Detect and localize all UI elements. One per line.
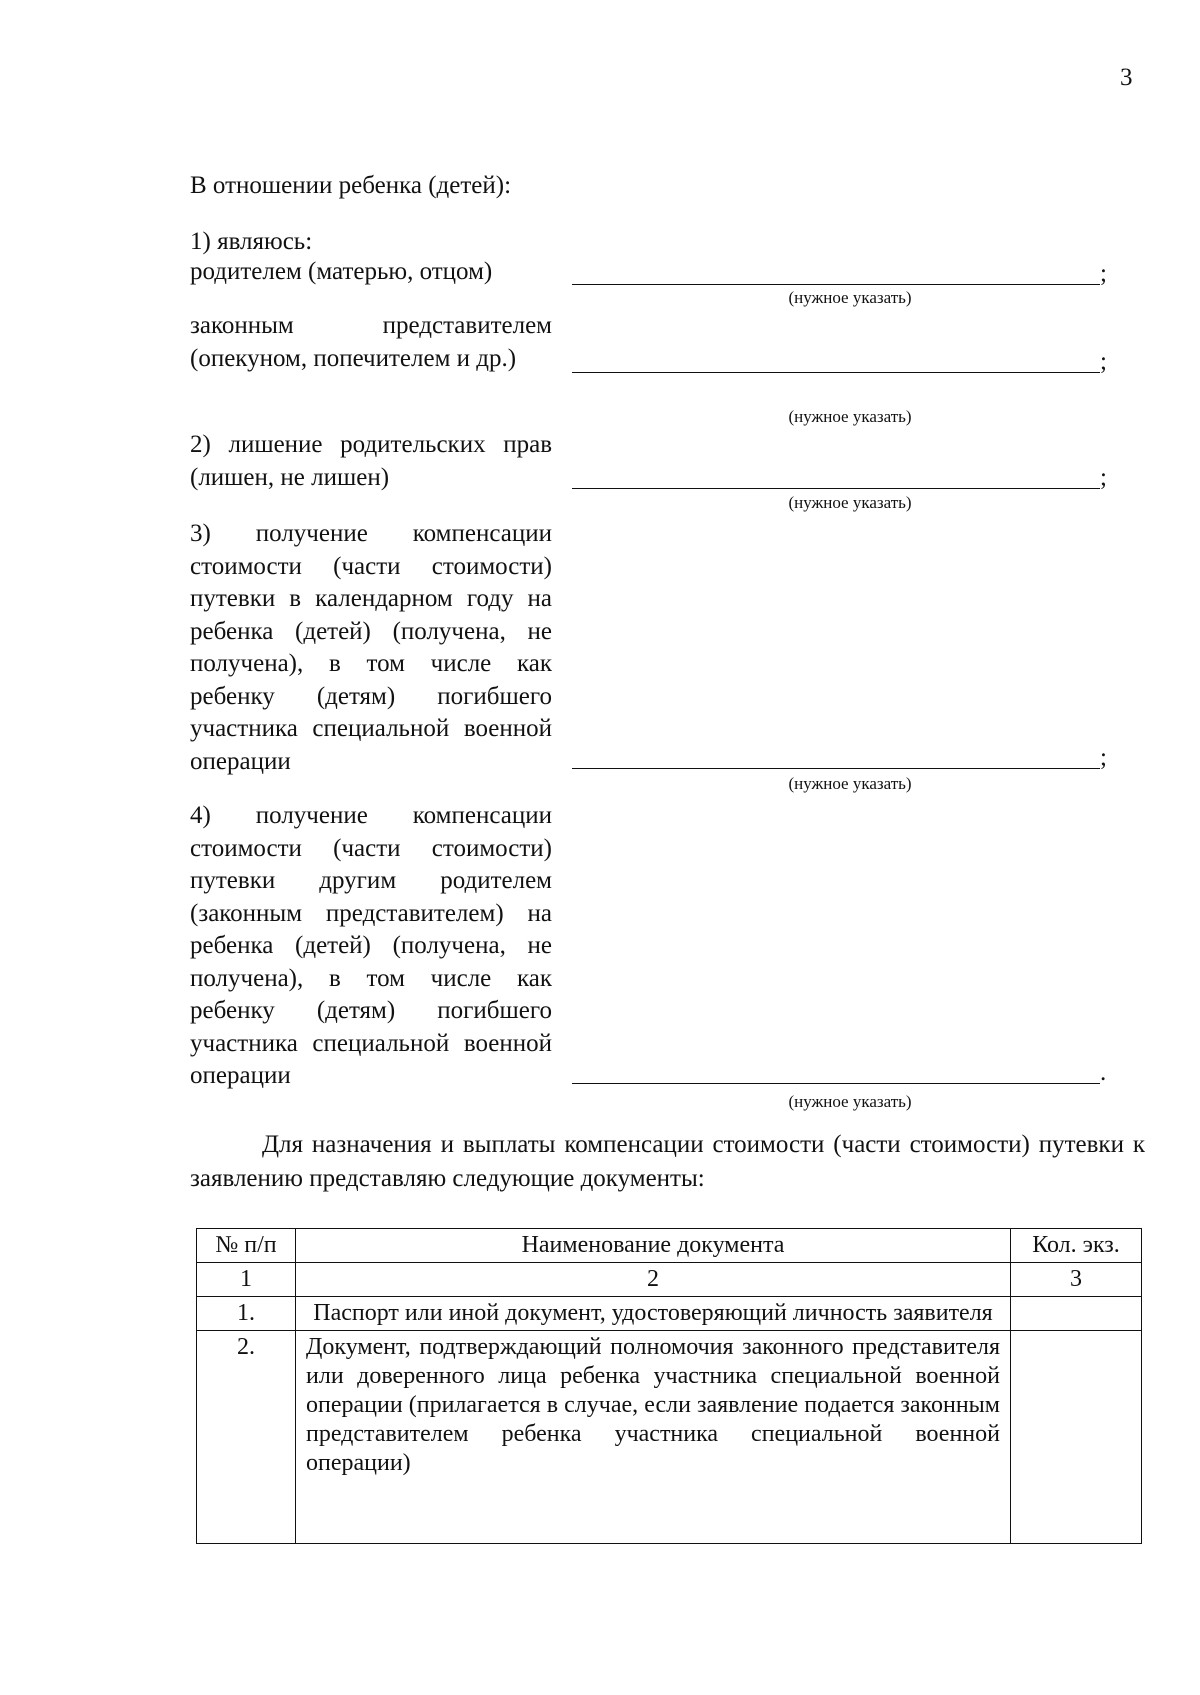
row-2-name: Документ, подтверждающий полномочия законного представителя или доверенного лица ребенка участника специальной военной операции (прилагается в случае, если заявление подается законным представителем ребенка участника специальной военной операции) [296,1331,1011,1544]
rights-line-semicolon: ; [1100,464,1107,491]
row-1-num: 1. [197,1297,296,1331]
header-num: № п/п [197,1229,296,1263]
row-2-num: 2. [197,1331,296,1544]
compensation-hint: (нужное указать) [788,774,912,793]
item-1-parent-label: родителем (матерью, отцом) [190,258,493,285]
parent-hint: (нужное указать) [788,288,912,307]
col-number-1: 1 [197,1263,296,1297]
table-row [197,1297,1142,1331]
item-4-label: 4) получение компенсации стоимости (части стоимости) путевки другим родителем (законным представителем) на ребенка (детей) (получена, не получена), в том числе как ребенку (детям) погибшего участника специальной военной операции [190,802,552,1089]
page-number: 3 [1120,64,1133,91]
parent-fill-line[interactable] [572,284,1100,285]
row-1-qty[interactable] [1011,1297,1142,1331]
item-3-label: 3) получение компенсации стоимости (части стоимости) путевки в календарном году на ребенка (детей) (получена, не получена), в том числе как ребенку (детям) погибшего участника специальной военной операции [190,520,552,775]
header-qty: Кол. экз. [1011,1229,1142,1263]
legal-hint: (нужное указать) [788,407,912,426]
other-parent-hint: (нужное указать) [788,1092,912,1111]
table-row [197,1331,1142,1544]
other-parent-fill-line[interactable] [572,1083,1100,1084]
row-2-qty[interactable] [1011,1331,1142,1544]
legal-fill-line[interactable] [572,372,1100,373]
table-header-row [197,1229,1142,1263]
other-parent-line-period: . [1100,1059,1107,1086]
rights-hint: (нужное указать) [788,493,912,512]
parent-line-semicolon: ; [1100,260,1107,287]
col-number-2: 2 [296,1263,1011,1297]
compensation-line-semicolon: ; [1100,744,1107,771]
legal-line-semicolon: ; [1100,348,1107,375]
rights-fill-line[interactable] [572,488,1100,489]
row-1-name: Паспорт или иной документ, удостоверяющий личность заявителя [296,1297,1011,1331]
documents-paragraph: Для назначения и выплаты компенсации стоимости (части стоимости) путевки к заявлению представляю следующие документы: [190,1131,1145,1192]
col-number-3: 3 [1011,1263,1142,1297]
table-column-numbers-row [197,1263,1142,1297]
item-2-label: 2) лишение родительских прав (лишен, не лишен) [190,431,552,491]
header-name: Наименование документа [296,1229,1011,1263]
item-1-legal-label: законным представителем (опекуном, попечителем и др.) [190,312,552,372]
item-1-heading: 1) являюсь: [190,228,313,255]
compensation-fill-line[interactable] [572,768,1100,769]
intro-heading: В отношении ребенка (детей): [190,172,512,199]
documents-table [196,1228,1142,1544]
